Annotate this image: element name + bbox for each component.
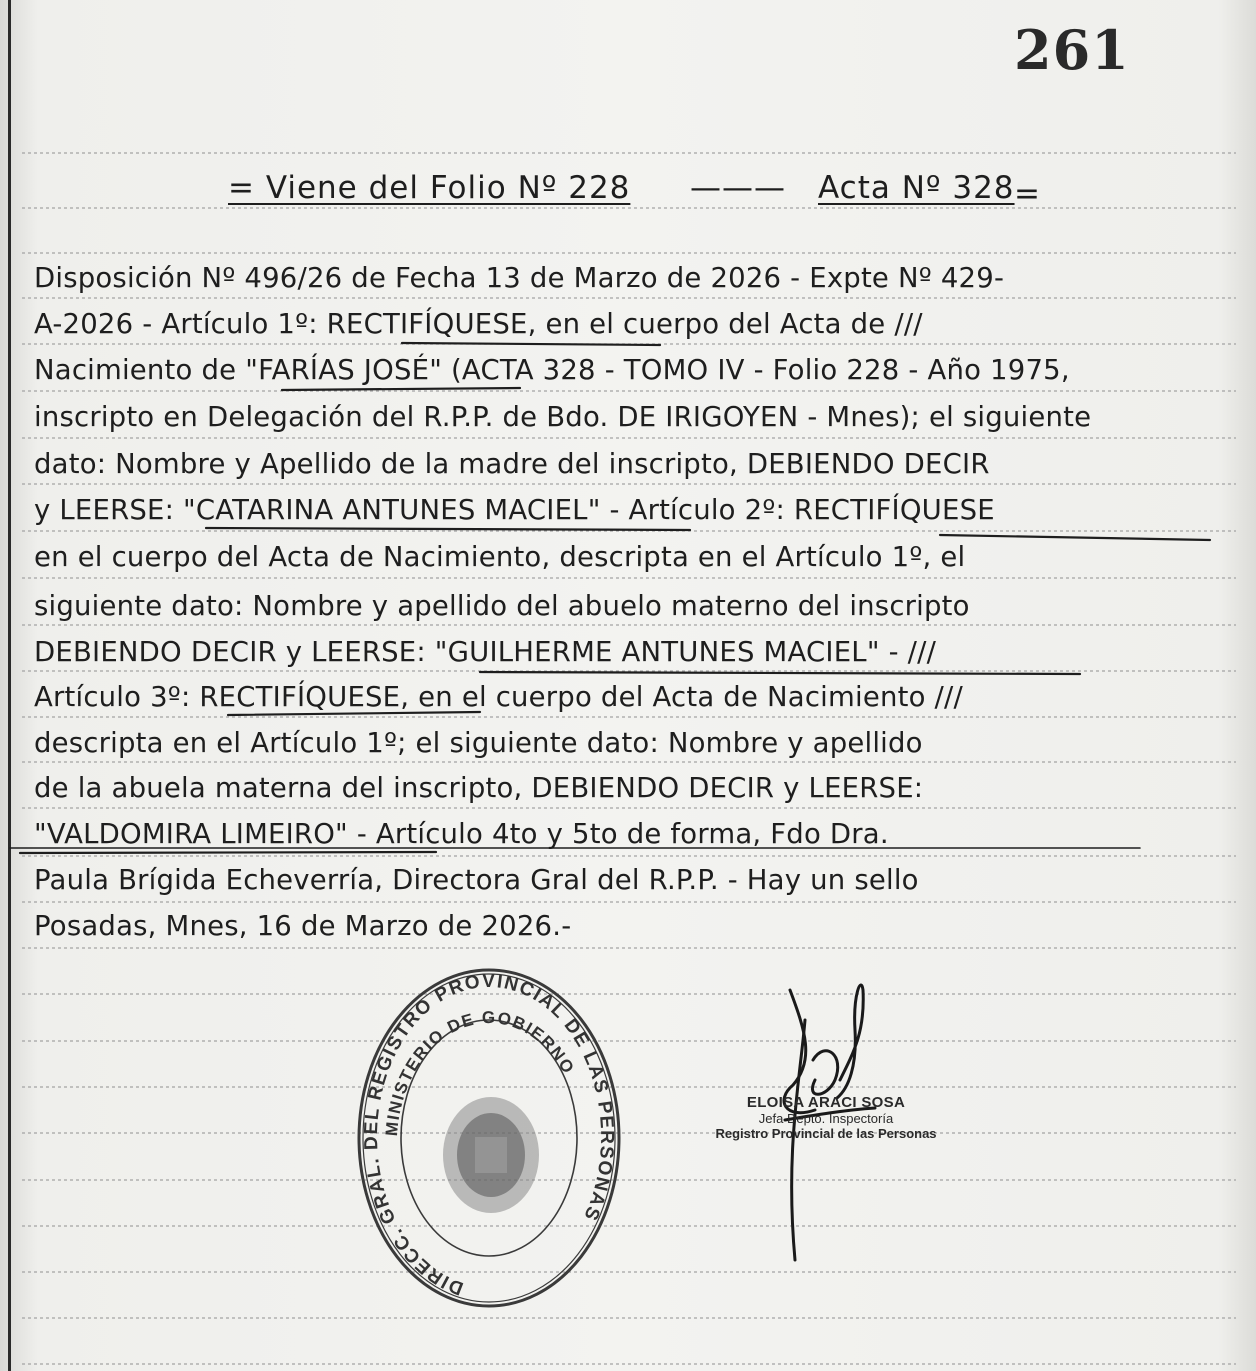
official-seal bbox=[355, 965, 623, 1311]
underline-catarina bbox=[206, 528, 690, 530]
underline-valdomira bbox=[20, 852, 436, 853]
official-name-stamp bbox=[676, 1094, 976, 1141]
header-dash: ——— bbox=[690, 170, 786, 206]
line-15: Posadas, Mnes, 16 de Marzo de 2026.- bbox=[34, 910, 572, 942]
stamp-outer-text: DIRECC. GRAL. DEL REGISTRO PROVINCIAL DE LAS PERSONAS bbox=[360, 970, 618, 1299]
line-4: inscripto en Delegación del R.P.P. de Bdo. DE IRIGOYEN - Mnes); el siguiente bbox=[34, 401, 1092, 433]
official-role: Jefa Depto. Inspectoría bbox=[758, 1111, 894, 1126]
line-3: Nacimiento de "FARÍAS JOSÉ" (ACTA 328 - TOMO IV - Folio 228 - Año 1975, bbox=[34, 354, 1070, 386]
official-name: ELOISA ARACI SOSA bbox=[746, 1094, 906, 1111]
acta-number-text: Acta Nº 328 bbox=[818, 170, 1015, 206]
line-11: descripta en el Artículo 1º; el siguiente dato: Nombre y apellido bbox=[34, 727, 923, 759]
line-5: dato: Nombre y Apellido de la madre del inscripto, DEBIENDO DECIR bbox=[34, 448, 990, 480]
line-6: y LEERSE: "CATARINA ANTUNES MACIEL" - Artículo 2º: RECTIFÍQUESE bbox=[34, 494, 995, 526]
line-1: Disposición Nº 496/26 de Fecha 13 de Marzo de 2026 - Expte Nº 429- bbox=[34, 262, 1005, 294]
line-12: de la abuela materna del inscripto, DEBIENDO DECIR y LEERSE: bbox=[34, 772, 924, 804]
line-13: "VALDOMIRA LIMEIRO" - Artículo 4to y 5to de forma, Fdo Dra. bbox=[34, 818, 889, 850]
line-8: siguiente dato: Nombre y apellido del abuelo materno del inscripto bbox=[34, 590, 970, 622]
underline-rectifiquese-1 bbox=[402, 343, 660, 345]
line-7: en el cuerpo del Acta de Nacimiento, descripta en el Artículo 1º, el bbox=[34, 541, 966, 573]
coat-of-arms-icon bbox=[443, 1097, 539, 1213]
line-10: Artículo 3º: RECTIFÍQUESE, en el cuerpo del Acta de Nacimiento /// bbox=[34, 681, 963, 713]
header-end-mark: = bbox=[1014, 176, 1041, 212]
viene-del-folio-text: = Viene del Folio Nº 228 bbox=[228, 170, 631, 206]
official-office: Registro Provincial de las Personas bbox=[715, 1126, 937, 1141]
line-2: A-2026 - Artículo 1º: RECTIFÍQUESE, en el cuerpo del Acta de /// bbox=[34, 308, 923, 340]
underline-rectifiquese-3 bbox=[228, 712, 480, 715]
underline-guilherme bbox=[480, 672, 1080, 674]
underline-farias-jose bbox=[282, 388, 520, 390]
stamp-inner-text: MINISTERIO DE GOBIERNO bbox=[382, 1007, 579, 1137]
line-14: Paula Brígida Echeverría, Directora Gral del R.P.P. - Hay un sello bbox=[34, 864, 919, 896]
folio-number: 261 bbox=[1014, 18, 1130, 82]
underline-rectifiquese-2 bbox=[940, 535, 1210, 540]
line-9: DEBIENDO DECIR y LEERSE: "GUILHERME ANTUNES MACIEL" - /// bbox=[34, 636, 937, 668]
